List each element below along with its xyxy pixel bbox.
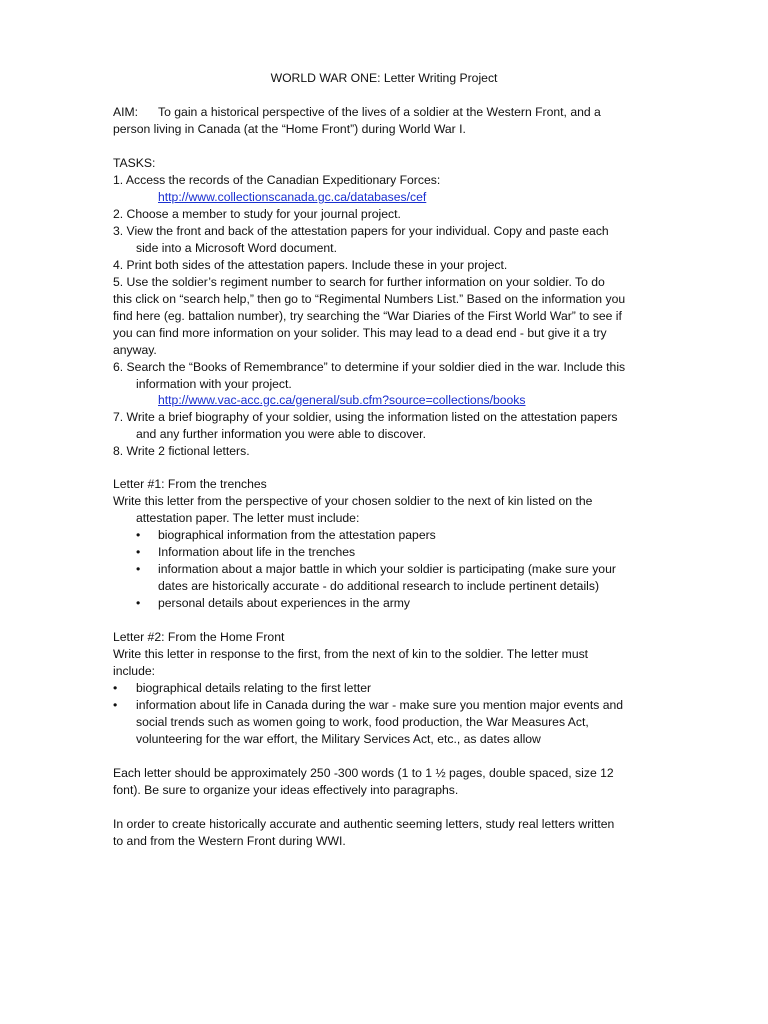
aim-label: AIM: [113,105,139,119]
letter-2-intro-1: Write this letter in response to the first, from the next of kin to the soldier. The letter must [113,647,589,661]
task-6-line-2: information with your project. [136,377,292,391]
closing-line-1: In order to create historically accurate and authentic seeming letters, study real letters written [113,817,615,831]
closing-line-2: to and from the Western Front during WWI. [113,834,346,848]
letter-1-intro-2: attestation paper. The letter must include: [136,511,360,525]
cef-records-link[interactable]: http://www.collectionscanada.gc.ca/databases/cef [158,190,427,204]
letter-2-heading: Letter #2: From the Home Front [113,630,285,644]
task-2: 2. Choose a member to study for your journal project. [113,207,401,221]
letter-1-bullet-3-line-2: dates are historically accurate - do additional research to include pertinent details) [158,579,600,593]
task-5-line-5: anyway. [113,343,157,357]
books-of-remembrance-link[interactable]: http://www.vac-acc.gc.ca/general/sub.cfm?source=collections/books [158,393,526,407]
letter-1-bullet-2: Information about life in the trenches [158,545,356,559]
tasks-heading: TASKS: [113,156,156,170]
bullet-icon: • [136,528,141,542]
bullet-icon: • [136,596,141,610]
task-7-line-1: 7. Write a brief biography of your soldier, using the information listed on the attestation papers [113,410,618,424]
letter-2-intro-2: include: [113,664,156,678]
bullet-icon: • [136,562,141,576]
aim-text-1: To gain a historical perspective of the lives of a soldier at the Western Front, and a [158,105,601,119]
task-5-line-3: find here (eg. battalion number), try searching the “War Diaries of the First World War” to see if [113,309,622,323]
letter-1-heading: Letter #1: From the trenches [113,477,267,491]
page-title: WORLD WAR ONE: Letter Writing Project [270,71,498,85]
task-8: 8. Write 2 fictional letters. [113,444,250,458]
task-7-line-2: and any further information you were able to discover. [136,427,426,441]
length-line-2: font). Be sure to organize your ideas effectively into paragraphs. [113,783,459,797]
length-line-1: Each letter should be approximately 250 -300 words (1 to 1 ½ pages, double spaced, size 12 [113,766,614,780]
letter-1-bullet-4: personal details about experiences in the army [158,596,411,610]
task-5-line-4: you can find more information on your solider. This may lead to a dead end - but give it a try [113,326,607,340]
bullet-icon: • [113,698,118,712]
letter-2-bullet-1: biographical details relating to the first letter [136,681,372,695]
task-3-line-1: 3. View the front and back of the attestation papers for your individual. Copy and paste each [113,224,609,238]
letter-1-bullet-1: biographical information from the attestation papers [158,528,436,542]
task-1: 1. Access the records of the Canadian Expeditionary Forces: [113,173,441,187]
aim-text-2: person living in Canada (at the “Home Front”) during World War I. [113,122,466,136]
bullet-icon: • [113,681,118,695]
letter-1-bullet-3-line-1: information about a major battle in which your soldier is participating (make sure your [158,562,616,576]
task-3-line-2: side into a Microsoft Word document. [136,241,337,255]
letter-2-bullet-2-line-2: social trends such as women going to work, food production, the War Measures Act, [136,715,589,729]
letter-1-intro-1: Write this letter from the perspective of your chosen soldier to the next of kin listed on the [113,494,593,508]
letter-2-bullet-2-line-3: volunteering for the war effort, the Military Services Act, etc., as dates allow [136,732,541,746]
task-5-line-1: 5. Use the soldier’s regiment number to search for further information on your soldier. To do [113,275,605,289]
task-5-line-2: this click on “search help,” then go to “Regimental Numbers List.” Based on the information you [113,292,626,306]
task-4: 4. Print both sides of the attestation papers. Include these in your project. [113,258,508,272]
bullet-icon: • [136,545,141,559]
task-6-line-1: 6. Search the “Books of Remembrance” to determine if your soldier died in the war. Include this [113,360,626,374]
letter-2-bullet-2-line-1: information about life in Canada during the war - make sure you mention major events and [136,698,624,712]
